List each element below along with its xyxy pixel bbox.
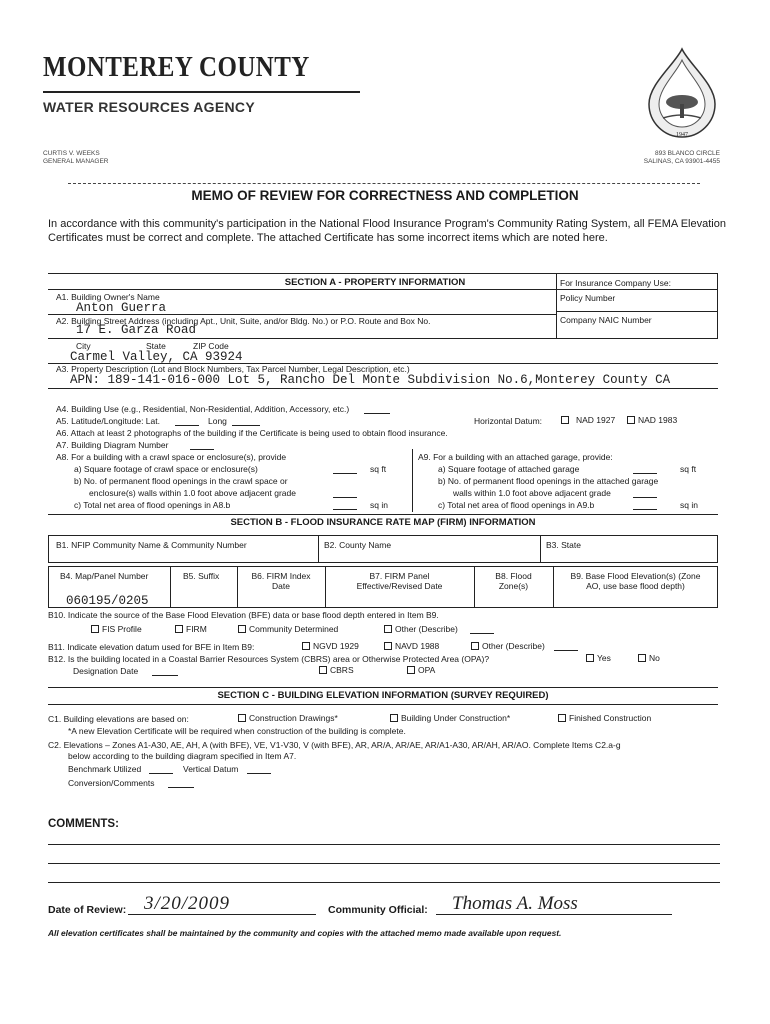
b11-other-option[interactable] [471, 641, 545, 651]
horizontal-datum-label: Horizontal Datum: [474, 416, 543, 426]
opa-checkbox[interactable] [407, 666, 415, 674]
a7-label: A7. Building Diagram Number [56, 440, 169, 450]
section-b-title: SECTION B - FLOOD INSURANCE RATE MAP (FIRM) INFORMATION [230, 517, 536, 528]
nad1927-label: NAD 1927 [576, 415, 616, 425]
finished-construction-label: Finished Construction [569, 713, 652, 723]
c1-label: C1. Building elevations are based on: [48, 714, 189, 724]
b8-label-1: B8. Flood [495, 571, 532, 581]
benchmark-blank [149, 773, 173, 774]
a2-label: A2. Building Street Address (including Apt., Unit, Suite, and/or Bldg. No.) or P.O. Route and Box No. [56, 316, 431, 326]
date-of-review-line [128, 914, 316, 915]
a9a-blank [633, 473, 657, 474]
cbrs-yes-checkbox[interactable] [586, 654, 594, 662]
a-row-rule-3 [48, 338, 718, 339]
construction-drawings-checkbox[interactable] [238, 714, 246, 722]
a9-label: A9. For a building with an attached garage, provide: [418, 452, 613, 462]
c2-label-1: C2. Elevations – Zones A1-A30, AE, AH, A (with BFE), VE, V1-V30, V (with BFE), AR, AR/A, AR/AE, AR/A1-A30, AR/AH, AR/AO. Complete Items C2.a-g [48, 740, 621, 750]
policy-number-label: Policy Number [560, 293, 616, 303]
a9a-label: a) Square footage of attached garage [438, 464, 580, 474]
a8a-unit: sq ft [370, 464, 387, 474]
firm-checkbox[interactable] [175, 625, 183, 633]
section-b-top-rule [48, 514, 718, 515]
construction-drawings-label: Construction Drawings* [249, 713, 338, 723]
nad1983-checkbox[interactable] [627, 416, 635, 424]
a9b-blank [633, 497, 657, 498]
manager-title: GENERAL MANAGER [43, 158, 109, 165]
date-of-review-value: 3/20/2009 [144, 893, 231, 914]
cbrs-yes-label: Yes [597, 653, 611, 663]
a8b-label-1: b) No. of permanent flood openings in the crawl space or [74, 476, 288, 486]
b10-other-blank [470, 633, 494, 634]
a3-label: A3. Property Description (Lot and Block Numbers, Tax Parcel Number, Legal Description, etc.) [56, 364, 410, 374]
a8c-blank [333, 509, 357, 510]
cbrs-label: CBRS [330, 665, 354, 675]
a4-label: A4. Building Use (e.g., Residential, Non-Residential, Addition, Accessory, etc.) [56, 404, 350, 414]
community-official-line [436, 914, 672, 915]
naic-number-label: Company NAIC Number [560, 315, 652, 325]
finished-construction-option[interactable] [558, 713, 651, 723]
a5-label: A5. Latitude/Longitude: Lat. [56, 416, 160, 426]
b12-label: B12. Is the building located in a Coastal Barrier Resources System (CBRS) area or Otherwise Protected Area (OPA)? [48, 654, 490, 664]
long-blank [232, 425, 260, 426]
memo-title: MEMO OF REVIEW FOR CORRECTNESS AND COMPLETION [191, 188, 579, 203]
conversion-blank [168, 787, 194, 788]
b10-other-checkbox[interactable] [384, 625, 392, 633]
b11-other-label: Other (Describe) [482, 641, 545, 651]
a1-label: A1. Building Owner's Name [56, 292, 160, 302]
section-c-title-rule [48, 704, 718, 705]
b9-label-1: B9. Base Flood Elevation(s) (Zone [570, 571, 701, 581]
a-row-rule-1 [48, 289, 556, 290]
cbrs-option[interactable] [319, 665, 354, 675]
fis-profile-option[interactable] [91, 624, 142, 634]
community-determined-option[interactable] [238, 624, 338, 634]
b9-label-2: AO, use base flood depth) [586, 581, 685, 591]
a-row-rule-5 [48, 388, 718, 389]
opa-label: OPA [418, 665, 436, 675]
navd-option[interactable] [384, 641, 439, 651]
cbrs-no-label: No [649, 653, 660, 663]
b11-other-checkbox[interactable] [471, 642, 479, 650]
date-of-review-label: Date of Review: [48, 904, 127, 916]
under-construction-checkbox[interactable] [390, 714, 398, 722]
opa-option[interactable] [407, 665, 435, 675]
fis-profile-checkbox[interactable] [91, 625, 99, 633]
city-label: City [76, 341, 91, 351]
community-official-label: Community Official: [328, 904, 428, 916]
nad1983-option[interactable] [627, 415, 677, 425]
comments-label: COMMENTS: [48, 818, 119, 830]
fis-profile-label: FIS Profile [102, 624, 142, 634]
zip-label: ZIP Code [193, 341, 229, 351]
memo-intro: In accordance with this community's participation in the National Flood Insurance Program's Community Rating System, all FEMA Elevation Certificates must be correct and complete. The attached Certificate has some incorrect items which are noted here. [48, 218, 726, 245]
dashed-divider [68, 183, 700, 184]
a9c-label: c) Total net area of flood openings in A9.b [438, 500, 595, 510]
b7-label-2: Effective/Revised Date [356, 581, 443, 591]
under-construction-option[interactable] [390, 713, 510, 723]
a6-label: A6. Attach at least 2 photographs of the building if the Certificate is being used to obtain flood insurance. [56, 428, 448, 438]
b11-label: B11. Indicate elevation datum used for BFE in Item B9: [48, 642, 255, 652]
a9c-unit: sq in [680, 500, 698, 510]
firm-option[interactable] [175, 624, 207, 634]
under-construction-label: Building Under Construction* [401, 713, 511, 723]
a9b-label-2: walls within 1.0 foot above adjacent grade [453, 488, 611, 498]
section-c-top-rule [48, 687, 718, 688]
cbrs-checkbox[interactable] [319, 666, 327, 674]
property-description-value: APN: 189-141-016-000 Lot 5, Rancho Del Monte Subdivision No.6,Monterey County CA [70, 373, 671, 387]
designation-date-label: Designation Date [73, 666, 139, 676]
c2-label-2: below according to the building diagram specified in Item A7. [68, 751, 297, 761]
comments-line-2 [48, 863, 720, 864]
vertical-datum-blank [247, 773, 271, 774]
a8-label: A8. For a building with a crawl space or enclosure(s), provide [56, 452, 287, 462]
nad1927-option[interactable] [561, 415, 615, 425]
ngvd-option[interactable] [302, 641, 359, 651]
ngvd-checkbox[interactable] [302, 642, 310, 650]
construction-drawings-option[interactable] [238, 713, 338, 723]
org-sub-name: WATER RESOURCES AGENCY [43, 99, 255, 115]
finished-construction-checkbox[interactable] [558, 714, 566, 722]
ngvd-label: NGVD 1929 [313, 641, 359, 651]
b6-label-1: B6. FIRM Index [251, 571, 311, 581]
street-address-value: 17 E. Garza Road [76, 323, 197, 337]
retention-note: All elevation certificates shall be maintained by the community and copies with the attached memo made available upon request. [48, 928, 562, 938]
b10-other-label: Other (Describe) [395, 624, 458, 634]
cbrs-no-checkbox[interactable] [638, 654, 646, 662]
b3-label: B3. State [546, 540, 581, 550]
a8b-blank [333, 497, 357, 498]
b4-b5-divider [170, 566, 171, 608]
c1-note: *A new Elevation Certificate will be required when construction of the building is complete. [68, 726, 406, 736]
b7-label-1: B7. FIRM Panel [369, 571, 430, 581]
org-name: MONTEREY COUNTY [43, 51, 310, 83]
b6-label-2: Date [272, 581, 290, 591]
navd-checkbox[interactable] [384, 642, 392, 650]
section-c-title: SECTION C - BUILDING ELEVATION INFORMATION (SURVEY REQUIRED) [217, 690, 549, 701]
designation-date-blank [152, 675, 178, 676]
cbrs-yes-option[interactable] [586, 653, 611, 663]
cbrs-no-option[interactable] [638, 653, 660, 663]
conversion-label: Conversion/Comments [68, 778, 155, 788]
b2-b3-divider [540, 535, 541, 563]
agency-seal-logo [641, 46, 723, 142]
agency-address-line1: 893 BLANCO CIRCLE [654, 150, 720, 157]
a-row-rule-2 [48, 314, 556, 315]
b11-other-blank [554, 650, 578, 651]
a8c-label: c) Total net area of flood openings in A8.b [74, 500, 231, 510]
community-official-signature: Thomas A. Moss [452, 893, 578, 914]
b1-label: B1. NFIP Community Name & Community Number [56, 540, 247, 550]
nad1983-label: NAD 1983 [638, 415, 678, 425]
insurance-rule-2 [556, 311, 718, 312]
a9a-unit: sq ft [680, 464, 697, 474]
map-panel-number-value: 060195/0205 [66, 594, 149, 608]
a8c-unit: sq in [370, 500, 388, 510]
svg-text:1947: 1947 [676, 132, 688, 138]
comments-line-1 [48, 844, 720, 845]
vertical-datum-label: Vertical Datum [183, 764, 239, 774]
comments-line-3 [48, 882, 720, 883]
insurance-rule-1 [556, 289, 718, 290]
community-determined-checkbox[interactable] [238, 625, 246, 633]
benchmark-label: Benchmark Utilized [68, 764, 142, 774]
section-a-title: SECTION A - PROPERTY INFORMATION [284, 277, 466, 288]
a7-blank [190, 449, 214, 450]
insurance-use-label: For Insurance Company Use: [560, 278, 672, 288]
header-rule [43, 91, 360, 93]
lat-blank [175, 425, 199, 426]
navd-label: NAVD 1988 [395, 641, 440, 651]
b2-label: B2. County Name [324, 540, 392, 550]
city-state-zip-value: Carmel Valley, CA 93924 [70, 350, 243, 364]
b10-other-option[interactable] [384, 624, 458, 634]
firm-label: FIRM [186, 624, 207, 634]
b1-b2-divider [318, 535, 319, 563]
state-label: State [146, 341, 166, 351]
a8-a9-divider [412, 449, 413, 512]
a8a-label: a) Square footage of crawl space or enclosure(s) [74, 464, 258, 474]
a9c-blank [633, 509, 657, 510]
a4-blank [364, 413, 390, 414]
owner-name-value: Anton Guerra [76, 301, 167, 315]
a5-long-label: Long [208, 416, 227, 426]
agency-address-line2: SALINAS, CA 93901-4455 [643, 158, 720, 165]
b10-label: B10. Indicate the source of the Base Flood Elevation (BFE) data or base flood depth entered in Item B9. [48, 610, 439, 620]
b4-label: B4. Map/Panel Number [60, 571, 149, 581]
manager-name: CURTIS V. WEEKS [43, 150, 100, 157]
community-determined-label: Community Determined [249, 624, 339, 634]
nad1927-checkbox[interactable] [561, 416, 569, 424]
a8b-label-2: enclosure(s) walls within 1.0 foot above adjacent grade [89, 488, 296, 498]
a9b-label-1: b) No. of permanent flood openings in the attached garage [438, 476, 659, 486]
a8a-blank [333, 473, 357, 474]
b8-label-2: Zone(s) [498, 581, 529, 591]
b5-label: B5. Suffix [183, 571, 220, 581]
